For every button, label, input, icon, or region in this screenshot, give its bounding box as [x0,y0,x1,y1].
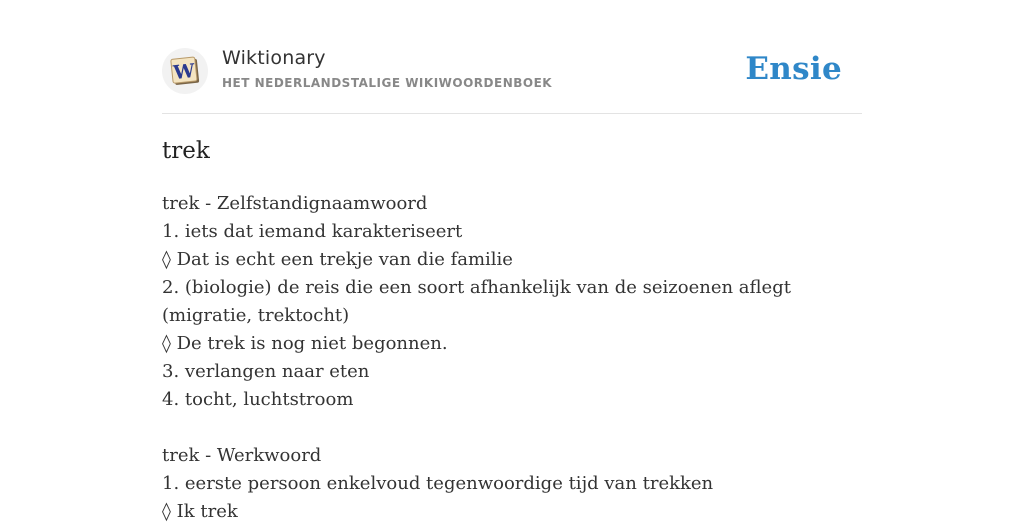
header [162,46,862,94]
site-subtitle: HET NEDERLANDSTALIGE WIKIWOORDENBOEK [222,76,553,90]
section-spacer [162,414,862,442]
example-line: ◊ Dat is echt een trekje van die familie [162,249,513,270]
section-heading: trek - Zelfstandignaamwoord [162,193,428,214]
example-line: ◊ De trek is nog niet begonnen. [162,333,448,354]
definition-line: 4. tocht, luchtstroom [162,389,354,410]
svg-text:W: W [172,60,196,85]
wiktionary-logo[interactable] [162,48,208,94]
wiktionary-tile-icon [168,54,202,88]
definition-line: 3. verlangen naar eten [162,361,370,382]
section-heading: trek - Werkwoord [162,445,322,466]
definition-line: 1. iets dat iemand karakteriseert [162,221,463,242]
header-divider [162,113,862,114]
page-container [162,0,862,522]
entry-title: trek [162,138,210,164]
definition-body [162,190,862,526]
ensie-logo[interactable]: Ensie [745,51,842,87]
example-line: ◊ Ik trek [162,501,238,522]
definition-line: 2. (biologie) de reis die een soort afhankelijk van de seizoenen aflegt (migratie, trektocht) [162,277,791,326]
definition-line: 1. eerste persoon enkelvoud tegenwoordige tijd van trekken [162,473,714,494]
site-name[interactable]: Wiktionary [222,47,326,69]
